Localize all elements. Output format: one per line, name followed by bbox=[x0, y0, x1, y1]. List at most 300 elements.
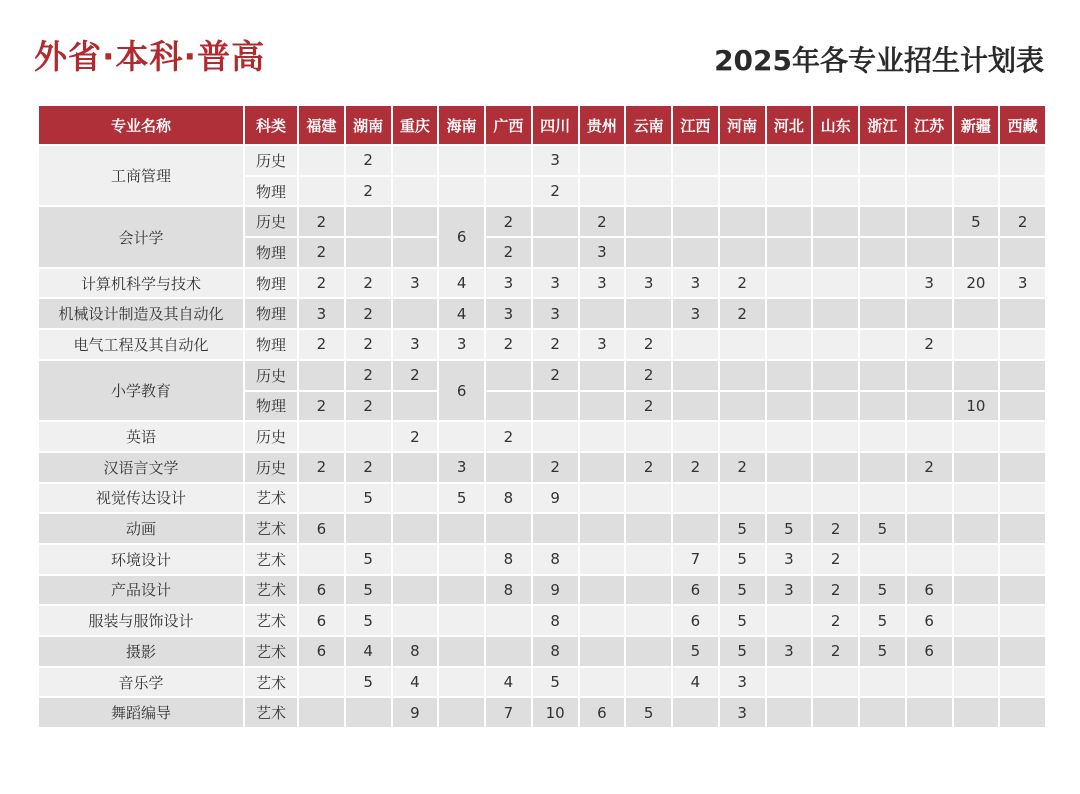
quota-cell: 5 bbox=[719, 605, 766, 636]
quota-cell bbox=[345, 513, 392, 544]
quota-cell bbox=[392, 452, 439, 483]
quota-cell: 3 bbox=[719, 697, 766, 728]
quota-cell bbox=[485, 605, 532, 636]
column-header-province: 福建 bbox=[298, 105, 345, 145]
table-row bbox=[38, 268, 1046, 299]
quota-cell: 2 bbox=[579, 206, 626, 237]
quota-cell bbox=[392, 575, 439, 606]
quota-cell bbox=[579, 575, 626, 606]
quota-cell bbox=[953, 513, 1000, 544]
quota-cell: 8 bbox=[485, 544, 532, 575]
quota-cell bbox=[999, 298, 1046, 329]
quota-cell: 2 bbox=[345, 391, 392, 422]
category-cell: 物理 bbox=[244, 176, 298, 207]
quota-cell: 3 bbox=[999, 268, 1046, 299]
quota-cell: 3 bbox=[672, 268, 719, 299]
quota-cell bbox=[906, 667, 953, 698]
quota-cell bbox=[298, 483, 345, 514]
quota-cell: 2 bbox=[812, 575, 859, 606]
quota-cell: 2 bbox=[532, 360, 579, 391]
quota-cell bbox=[579, 360, 626, 391]
quota-cell: 6 bbox=[906, 575, 953, 606]
quota-cell bbox=[625, 605, 672, 636]
quota-cell bbox=[719, 329, 766, 360]
quota-cell bbox=[485, 145, 532, 176]
quota-cell bbox=[672, 483, 719, 514]
quota-cell: 2 bbox=[906, 329, 953, 360]
quota-cell bbox=[999, 329, 1046, 360]
quota-cell bbox=[906, 360, 953, 391]
major-name-cell: 服装与服饰设计 bbox=[38, 605, 244, 636]
quota-cell: 3 bbox=[298, 298, 345, 329]
quota-cell bbox=[859, 391, 906, 422]
quota-cell bbox=[625, 636, 672, 667]
quota-cell bbox=[298, 544, 345, 575]
quota-cell: 6 bbox=[906, 636, 953, 667]
quota-cell bbox=[672, 145, 719, 176]
quota-cell bbox=[999, 237, 1046, 268]
quota-cell bbox=[579, 421, 626, 452]
quota-cell bbox=[298, 145, 345, 176]
quota-cell bbox=[579, 145, 626, 176]
quota-cell bbox=[438, 605, 485, 636]
column-header-province: 四川 bbox=[532, 105, 579, 145]
category-cell: 历史 bbox=[244, 452, 298, 483]
quota-cell: 8 bbox=[485, 483, 532, 514]
quota-cell bbox=[298, 421, 345, 452]
column-header-province: 河南 bbox=[719, 105, 766, 145]
major-name-cell: 会计学 bbox=[38, 206, 244, 267]
quota-cell bbox=[719, 145, 766, 176]
quota-cell bbox=[953, 237, 1000, 268]
quota-cell bbox=[485, 513, 532, 544]
quota-cell: 6 bbox=[906, 605, 953, 636]
quota-cell bbox=[392, 483, 439, 514]
major-name-cell: 视觉传达设计 bbox=[38, 483, 244, 514]
quota-cell bbox=[719, 176, 766, 207]
quota-cell: 9 bbox=[392, 697, 439, 728]
major-group bbox=[38, 544, 1046, 575]
enrollment-plan-table bbox=[37, 104, 1047, 729]
column-header-province: 湖南 bbox=[345, 105, 392, 145]
quota-cell bbox=[672, 421, 719, 452]
quota-cell: 2 bbox=[485, 329, 532, 360]
major-group bbox=[38, 421, 1046, 452]
quota-cell: 5 bbox=[766, 513, 813, 544]
quota-cell: 3 bbox=[485, 268, 532, 299]
quota-cell: 2 bbox=[625, 452, 672, 483]
major-group bbox=[38, 452, 1046, 483]
table-row bbox=[38, 329, 1046, 360]
quota-cell: 3 bbox=[579, 237, 626, 268]
quota-cell bbox=[953, 176, 1000, 207]
quota-cell bbox=[672, 206, 719, 237]
major-group bbox=[38, 636, 1046, 667]
quota-cell bbox=[812, 667, 859, 698]
quota-cell: 7 bbox=[672, 544, 719, 575]
quota-cell bbox=[672, 697, 719, 728]
quota-cell bbox=[859, 483, 906, 514]
quota-cell bbox=[859, 206, 906, 237]
quota-cell bbox=[485, 636, 532, 667]
quota-cell: 10 bbox=[532, 697, 579, 728]
quota-cell: 3 bbox=[579, 329, 626, 360]
quota-cell bbox=[485, 452, 532, 483]
column-header-category: 科类 bbox=[244, 105, 298, 145]
quota-cell: 3 bbox=[485, 298, 532, 329]
table-row bbox=[38, 421, 1046, 452]
quota-cell: 5 bbox=[345, 605, 392, 636]
quota-cell: 2 bbox=[719, 452, 766, 483]
quota-cell: 2 bbox=[812, 636, 859, 667]
quota-cell bbox=[438, 544, 485, 575]
major-name-cell: 英语 bbox=[38, 421, 244, 452]
major-group bbox=[38, 697, 1046, 728]
column-header-province: 浙江 bbox=[859, 105, 906, 145]
quota-cell bbox=[532, 391, 579, 422]
quota-cell: 2 bbox=[345, 360, 392, 391]
quota-cell: 6 bbox=[672, 575, 719, 606]
quota-cell: 2 bbox=[999, 206, 1046, 237]
major-name-cell: 电气工程及其自动化 bbox=[38, 329, 244, 360]
quota-cell bbox=[812, 452, 859, 483]
quota-cell bbox=[392, 513, 439, 544]
page-subtitle: 2025年各专业招生计划表 bbox=[714, 44, 1044, 77]
quota-cell: 2 bbox=[625, 391, 672, 422]
quota-cell bbox=[859, 697, 906, 728]
quota-cell bbox=[812, 237, 859, 268]
major-name-cell: 舞蹈编导 bbox=[38, 697, 244, 728]
quota-cell: 6 bbox=[298, 575, 345, 606]
quota-cell: 6 bbox=[298, 605, 345, 636]
quota-cell bbox=[953, 145, 1000, 176]
column-header-province: 贵州 bbox=[579, 105, 626, 145]
quota-cell bbox=[485, 360, 532, 391]
quota-cell: 5 bbox=[859, 513, 906, 544]
quota-cell bbox=[906, 513, 953, 544]
column-header-province: 江苏 bbox=[906, 105, 953, 145]
quota-cell bbox=[392, 298, 439, 329]
quota-cell: 2 bbox=[812, 544, 859, 575]
quota-cell bbox=[766, 145, 813, 176]
quota-cell: 5 bbox=[859, 605, 906, 636]
column-header-province: 西藏 bbox=[999, 105, 1046, 145]
quota-cell bbox=[345, 421, 392, 452]
quota-cell bbox=[766, 206, 813, 237]
table-row bbox=[38, 575, 1046, 606]
table-row bbox=[38, 206, 1046, 237]
table-row bbox=[38, 636, 1046, 667]
quota-cell bbox=[298, 360, 345, 391]
quota-cell: 5 bbox=[859, 636, 906, 667]
quota-cell: 8 bbox=[532, 605, 579, 636]
quota-cell bbox=[392, 206, 439, 237]
quota-cell bbox=[812, 329, 859, 360]
quota-cell: 2 bbox=[719, 298, 766, 329]
major-group bbox=[38, 360, 1046, 421]
table-row bbox=[38, 483, 1046, 514]
quota-cell bbox=[719, 206, 766, 237]
major-name-cell: 动画 bbox=[38, 513, 244, 544]
quota-cell: 3 bbox=[766, 636, 813, 667]
quota-cell: 2 bbox=[345, 298, 392, 329]
table-row bbox=[38, 667, 1046, 698]
quota-cell bbox=[812, 206, 859, 237]
major-group bbox=[38, 206, 1046, 267]
quota-cell bbox=[999, 176, 1046, 207]
quota-cell bbox=[298, 667, 345, 698]
quota-cell bbox=[438, 176, 485, 207]
quota-cell: 2 bbox=[812, 605, 859, 636]
category-cell: 历史 bbox=[244, 206, 298, 237]
quota-cell bbox=[859, 421, 906, 452]
column-header-province: 广西 bbox=[485, 105, 532, 145]
quota-cell bbox=[579, 391, 626, 422]
quota-cell bbox=[766, 391, 813, 422]
quota-cell bbox=[766, 697, 813, 728]
quota-cell: 8 bbox=[532, 544, 579, 575]
quota-cell bbox=[953, 421, 1000, 452]
quota-cell: 5 bbox=[345, 483, 392, 514]
quota-cell: 3 bbox=[906, 268, 953, 299]
quota-cell: 2 bbox=[345, 145, 392, 176]
table-row bbox=[38, 298, 1046, 329]
quota-cell: 6 bbox=[298, 513, 345, 544]
quota-cell bbox=[999, 636, 1046, 667]
quota-cell bbox=[298, 697, 345, 728]
quota-cell: 5 bbox=[625, 697, 672, 728]
major-name-cell: 工商管理 bbox=[38, 145, 244, 206]
major-name-cell: 音乐学 bbox=[38, 667, 244, 698]
quota-cell bbox=[579, 667, 626, 698]
major-name-cell: 摄影 bbox=[38, 636, 244, 667]
quota-cell bbox=[999, 697, 1046, 728]
quota-cell: 3 bbox=[438, 452, 485, 483]
major-name-cell: 机械设计制造及其自动化 bbox=[38, 298, 244, 329]
quota-cell: 2 bbox=[625, 360, 672, 391]
quota-cell bbox=[812, 483, 859, 514]
quota-cell bbox=[999, 667, 1046, 698]
quota-cell: 3 bbox=[532, 298, 579, 329]
quota-cell: 2 bbox=[298, 237, 345, 268]
quota-cell: 9 bbox=[532, 483, 579, 514]
quota-cell bbox=[532, 237, 579, 268]
quota-cell bbox=[438, 575, 485, 606]
quota-cell bbox=[953, 452, 1000, 483]
quota-cell bbox=[719, 421, 766, 452]
quota-cell: 2 bbox=[485, 421, 532, 452]
quota-cell: 2 bbox=[532, 176, 579, 207]
category-cell: 物理 bbox=[244, 268, 298, 299]
quota-cell bbox=[953, 483, 1000, 514]
quota-cell: 2 bbox=[719, 268, 766, 299]
major-group bbox=[38, 145, 1046, 206]
quota-cell bbox=[438, 636, 485, 667]
quota-cell: 2 bbox=[298, 452, 345, 483]
quota-cell bbox=[906, 237, 953, 268]
quota-cell bbox=[672, 360, 719, 391]
quota-cell bbox=[999, 452, 1046, 483]
table-row bbox=[38, 360, 1046, 391]
quota-cell bbox=[672, 391, 719, 422]
quota-cell bbox=[766, 237, 813, 268]
column-header-province: 江西 bbox=[672, 105, 719, 145]
quota-cell bbox=[953, 544, 1000, 575]
quota-cell: 6 bbox=[579, 697, 626, 728]
major-name-cell: 计算机科学与技术 bbox=[38, 268, 244, 299]
quota-cell bbox=[392, 237, 439, 268]
quota-cell bbox=[438, 513, 485, 544]
quota-cell: 4 bbox=[392, 667, 439, 698]
quota-cell: 2 bbox=[532, 452, 579, 483]
quota-cell bbox=[625, 421, 672, 452]
quota-cell bbox=[812, 176, 859, 207]
quota-cell bbox=[906, 483, 953, 514]
quota-cell: 2 bbox=[392, 421, 439, 452]
quota-cell bbox=[298, 176, 345, 207]
column-header-province: 重庆 bbox=[392, 105, 439, 145]
quota-cell bbox=[672, 513, 719, 544]
quota-cell: 5 bbox=[345, 575, 392, 606]
quota-cell bbox=[719, 391, 766, 422]
quota-cell bbox=[345, 237, 392, 268]
quota-cell bbox=[625, 667, 672, 698]
quota-cell bbox=[812, 360, 859, 391]
quota-cell bbox=[859, 452, 906, 483]
quota-cell bbox=[438, 667, 485, 698]
major-group bbox=[38, 298, 1046, 329]
quota-cell bbox=[672, 237, 719, 268]
quota-cell bbox=[859, 145, 906, 176]
quota-cell bbox=[953, 329, 1000, 360]
quota-cell: 2 bbox=[345, 329, 392, 360]
quota-cell bbox=[766, 298, 813, 329]
category-cell: 艺术 bbox=[244, 697, 298, 728]
quota-cell bbox=[999, 483, 1046, 514]
quota-cell bbox=[859, 176, 906, 207]
quota-cell bbox=[392, 176, 439, 207]
category-cell: 艺术 bbox=[244, 575, 298, 606]
table-row bbox=[38, 145, 1046, 176]
quota-cell: 3 bbox=[532, 268, 579, 299]
quota-cell: 4 bbox=[485, 667, 532, 698]
category-cell: 艺术 bbox=[244, 544, 298, 575]
quota-cell: 6 bbox=[298, 636, 345, 667]
quota-cell bbox=[672, 329, 719, 360]
quota-cell: 4 bbox=[345, 636, 392, 667]
quota-cell bbox=[953, 298, 1000, 329]
quota-cell: 3 bbox=[625, 268, 672, 299]
quota-cell: 2 bbox=[485, 206, 532, 237]
quota-cell: 3 bbox=[766, 575, 813, 606]
quota-cell: 2 bbox=[625, 329, 672, 360]
quota-cell: 2 bbox=[298, 268, 345, 299]
quota-cell bbox=[625, 237, 672, 268]
quota-cell bbox=[532, 421, 579, 452]
quota-cell bbox=[719, 237, 766, 268]
quota-cell bbox=[392, 391, 439, 422]
quota-cell: 2 bbox=[298, 391, 345, 422]
quota-cell bbox=[999, 360, 1046, 391]
quota-cell bbox=[812, 697, 859, 728]
quota-cell: 3 bbox=[672, 298, 719, 329]
quota-cell bbox=[625, 544, 672, 575]
quota-cell: 2 bbox=[345, 268, 392, 299]
quota-cell bbox=[859, 544, 906, 575]
quota-cell: 3 bbox=[766, 544, 813, 575]
quota-cell bbox=[953, 360, 1000, 391]
major-group bbox=[38, 667, 1046, 698]
quota-cell bbox=[392, 544, 439, 575]
quota-cell bbox=[999, 421, 1046, 452]
major-group bbox=[38, 268, 1046, 299]
quota-cell bbox=[999, 605, 1046, 636]
category-cell: 物理 bbox=[244, 391, 298, 422]
quota-cell bbox=[625, 298, 672, 329]
quota-cell bbox=[485, 391, 532, 422]
quota-cell bbox=[766, 268, 813, 299]
category-cell: 历史 bbox=[244, 421, 298, 452]
quota-cell: 5 bbox=[438, 483, 485, 514]
quota-cell bbox=[579, 452, 626, 483]
table-row bbox=[38, 544, 1046, 575]
quota-cell: 5 bbox=[672, 636, 719, 667]
quota-cell bbox=[625, 513, 672, 544]
quota-cell: 6 bbox=[438, 360, 485, 421]
quota-cell: 6 bbox=[672, 605, 719, 636]
quota-cell bbox=[953, 697, 1000, 728]
quota-cell: 20 bbox=[953, 268, 1000, 299]
quota-cell: 5 bbox=[719, 513, 766, 544]
quota-cell: 6 bbox=[438, 206, 485, 267]
quota-cell: 5 bbox=[859, 575, 906, 606]
quota-cell: 8 bbox=[392, 636, 439, 667]
quota-cell bbox=[906, 391, 953, 422]
page-title: 外省·本科·普高 bbox=[34, 37, 266, 76]
quota-cell: 3 bbox=[579, 268, 626, 299]
quota-cell bbox=[812, 268, 859, 299]
category-cell: 历史 bbox=[244, 145, 298, 176]
quota-cell bbox=[999, 544, 1046, 575]
table-row bbox=[38, 605, 1046, 636]
quota-cell bbox=[906, 544, 953, 575]
quota-cell bbox=[812, 391, 859, 422]
quota-cell: 10 bbox=[953, 391, 1000, 422]
quota-cell bbox=[579, 298, 626, 329]
quota-cell bbox=[953, 636, 1000, 667]
quota-cell: 2 bbox=[485, 237, 532, 268]
quota-cell bbox=[859, 329, 906, 360]
quota-cell bbox=[766, 421, 813, 452]
quota-cell: 2 bbox=[298, 206, 345, 237]
quota-cell bbox=[999, 513, 1046, 544]
major-name-cell: 汉语言文学 bbox=[38, 452, 244, 483]
quota-cell bbox=[579, 544, 626, 575]
category-cell: 艺术 bbox=[244, 605, 298, 636]
quota-cell: 2 bbox=[345, 452, 392, 483]
quota-cell bbox=[859, 667, 906, 698]
quota-cell bbox=[953, 667, 1000, 698]
major-group bbox=[38, 605, 1046, 636]
category-cell: 历史 bbox=[244, 360, 298, 391]
page-header bbox=[0, 0, 1080, 100]
category-cell: 艺术 bbox=[244, 513, 298, 544]
quota-cell bbox=[953, 605, 1000, 636]
quota-cell bbox=[812, 421, 859, 452]
quota-cell: 5 bbox=[719, 575, 766, 606]
quota-cell bbox=[766, 360, 813, 391]
category-cell: 物理 bbox=[244, 329, 298, 360]
